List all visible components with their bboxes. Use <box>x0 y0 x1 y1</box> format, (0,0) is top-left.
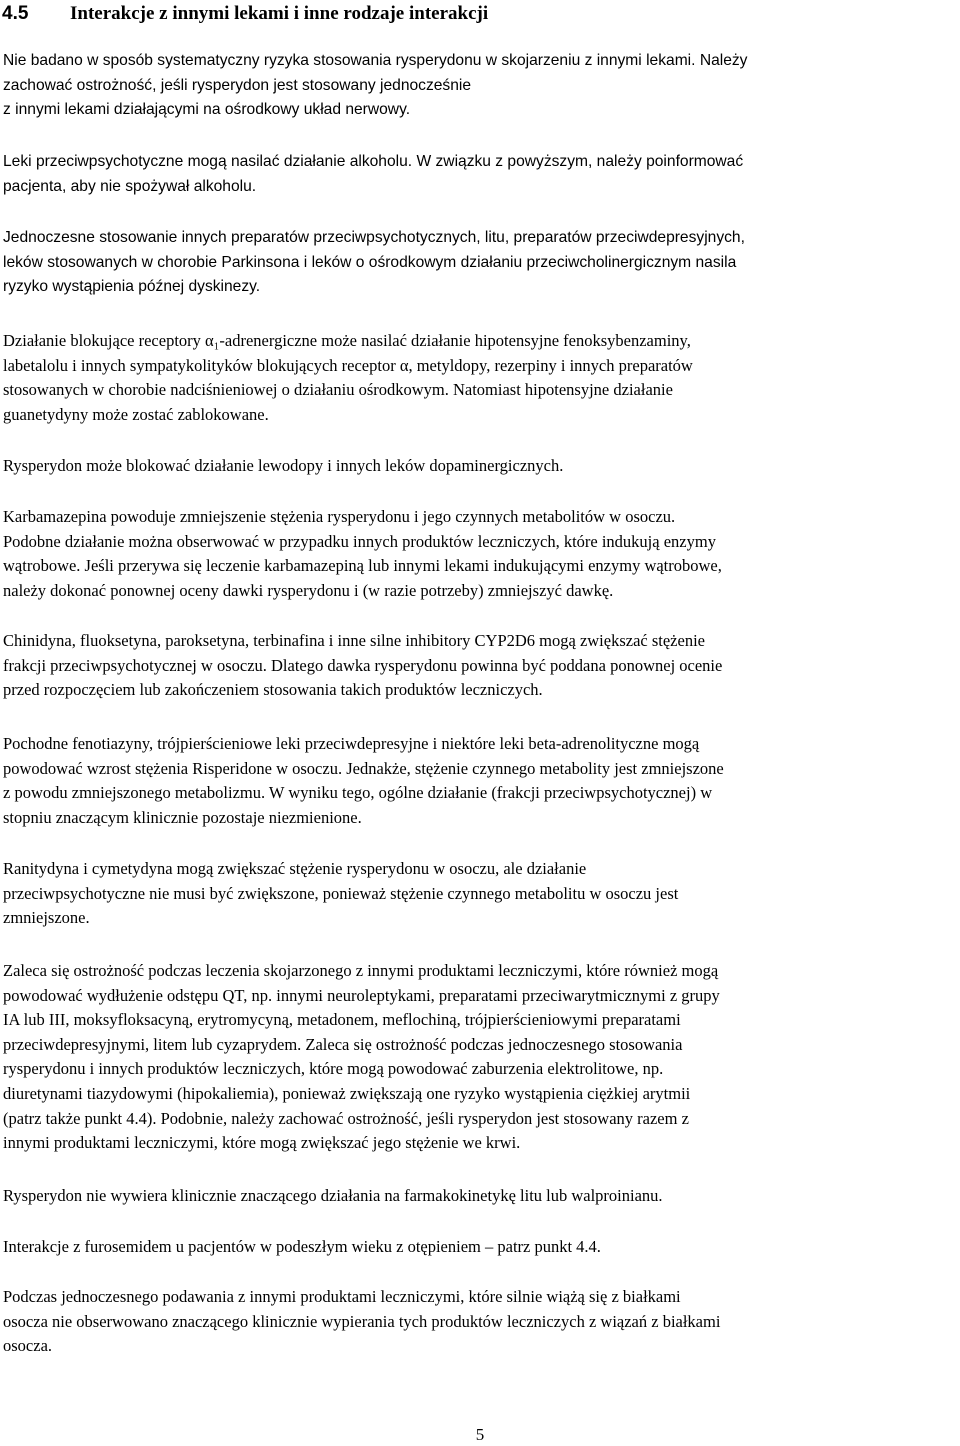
paragraph-qt-prolongation <box>3 959 957 1156</box>
text-line: ryzyko wystąpienia późnej dyskinezy. <box>3 278 261 296</box>
text-line: Działanie blokujące receptory α₁-adrenergiczne może nasilać działanie hipotensyjne fenoksybenzaminy, <box>3 331 691 350</box>
text-line: należy dokonać ponownej oceny dawki rysperydonu i (w razie potrzeby) zmniejszyć dawkę. <box>3 580 614 600</box>
text-line: IA lub III, moksyfloksacyną, erytromycyną, metadonem, meflochiną, trójpierścieniowymi preparatami <box>3 1010 681 1030</box>
text-line: osocza. <box>3 1336 53 1356</box>
page-number: 5 <box>475 1425 485 1444</box>
text-line: Chinidyna, fluoksetyna, paroksetyna, terbinafina i inne silne inhibitory CYP2D6 mogą zwiększać stężenie <box>3 631 705 650</box>
text-line: (patrz także punkt 4.4). Podobnie, należy zachować ostrożność, jeśli rysperydon jest stosowany razem z <box>3 1108 689 1128</box>
text-line: przed rozpoczęciem lub zakończeniem stosowania takich produktów leczniczych. <box>3 680 543 700</box>
paragraph-levodopa <box>3 454 957 479</box>
text-line: guanetydyny może zostać zablokowane. <box>3 404 269 424</box>
text-line: wątrobowe. Jeśli przerywa się leczenie karbamazepiną lub innymi lekami indukującymi enzymy wątrobowe, <box>3 556 722 576</box>
text-line: Rysperydon może blokować działanie lewodopy i innych leków dopaminergicznych. <box>3 456 564 475</box>
text-line: Leki przeciwpsychotyczne mogą nasilać działanie alkoholu. W związku z powyższym, należy poinformować <box>3 153 744 170</box>
text-line: z innymi lekami działającymi na ośrodkowy układ nerwowy. <box>3 101 411 119</box>
text-line: Karbamazepina powoduje zmniejszenie stężenia rysperydonu i jego czynnych metabolitów w osoczu. <box>3 507 676 526</box>
text-line: z powodu zmniejszonego metabolizmu. W wyniku tego, ogólne działanie (frakcji przeciwpsychotycznej) w <box>3 783 713 803</box>
text-line: leków stosowanych w chorobie Parkinsona i leków o ośrodkowym działaniu przeciwcholinergicznym nasila <box>3 253 737 271</box>
section-heading <box>2 0 488 28</box>
paragraph-intro <box>3 49 957 123</box>
text-line: przeciwpsychotyczne nie musi być zwiększone, ponieważ stężenie czynnego metabolitu w osoczu jest <box>3 883 679 903</box>
paragraph-alpha-blocking <box>3 329 957 427</box>
text-line: Podczas jednoczesnego podawania z innymi produktami leczniczymi, które silnie wiążą się z białkami <box>3 1287 681 1306</box>
text-line: Zaleca się ostrożność podczas leczenia skojarzonego z innymi produktami leczniczymi, które również mogą <box>3 961 719 980</box>
text-line: innymi produktami leczniczymi, które mogą zwiększać jego stężenie we krwi. <box>3 1133 521 1153</box>
text-line: pacjenta, aby nie spożywał alkoholu. <box>3 177 257 195</box>
paragraph-alcohol <box>3 150 957 199</box>
text-line: Rysperydon nie wywiera klinicznie znaczącego działania na farmakokinetykę litu lub walproinianu. <box>3 1186 663 1205</box>
section-number: 4.5 <box>2 3 29 24</box>
paragraph-ranitidine <box>3 857 957 931</box>
text-line: Interakcje z furosemidem u pacjentów w podeszłym wieku z otępieniem – patrz punkt 4.4. <box>3 1237 601 1256</box>
paragraph-phenothiazines <box>3 732 957 830</box>
text-line: labetalolu i innych sympatykolityków blokujących receptor α, metyldopy, rezerpiny i innych preparatów <box>3 355 693 375</box>
text-line: stosowanych w chorobie nadciśnieniowej o działaniu ośrodkowym. Natomiast hipotensyjne działanie <box>3 380 673 400</box>
text-line: diuretynami tiazydowymi (hipokaliemia), ponieważ zwiększają one ryzyko wystąpienia ciężkiej arytmii <box>3 1083 691 1103</box>
text-line: Ranitydyna i cymetydyna mogą zwiększać stężenie rysperydonu w osoczu, ale działanie <box>3 859 587 878</box>
text-line: Nie badano w sposób systematyczny ryzyka stosowania rysperydonu w skojarzeniu z innymi lekami. Należy <box>3 52 748 69</box>
text-line: przeciwdepresyjnymi, litem lub cyzaprydem. Zaleca się ostrożność podczas jednoczesnego stosowania <box>3 1034 683 1054</box>
section-title: Interakcje z innymi lekami i inne rodzaje interakcji <box>70 3 489 24</box>
paragraph-furosemide <box>3 1235 957 1260</box>
paragraph-dyskinesia <box>3 226 957 300</box>
text-line: stopniu znaczącym klinicznie pozostaje niezmienione. <box>3 807 362 827</box>
text-line: Podobne działanie można obserwować w przypadku innych produktów leczniczych, które indukują enzymy <box>3 531 716 551</box>
text-line: frakcji przeciwpsychotycznej w osoczu. Dlatego dawka rysperydonu powinna być poddana ponownej ocenie <box>3 655 723 675</box>
text-line: Jednoczesne stosowanie innych preparatów przeciwpsychotycznych, litu, preparatów przeciwdepresyjnych, <box>3 229 745 246</box>
text-line: powodować wydłużenie odstępu QT, np. innymi neuroleptykami, preparatami przeciwarytmicznymi z grupy <box>3 985 720 1005</box>
paragraph-carbamazepine <box>3 505 957 603</box>
paragraph-cyp2d6 <box>3 629 957 703</box>
text-line: osocza nie obserwowano znaczącego klinicznie wypierania tych produktów leczniczych z wiązań z białkami <box>3 1311 721 1331</box>
paragraph-protein-binding <box>3 1285 957 1359</box>
text-line: rysperydonu i innych produktów leczniczych, które mogą powodować zaburzenia elektrolitowe, np. <box>3 1059 664 1079</box>
paragraph-lithium <box>3 1184 957 1209</box>
text-line: zmniejszone. <box>3 908 90 928</box>
text-line: powodować wzrost stężenia Risperidone w osoczu. Jednakże, stężenie czynnego metabolity jest zmniejszone <box>3 758 724 778</box>
text-line: Pochodne fenotiazyny, trójpierścieniowe leki przeciwdepresyjne i niektóre leki beta-adrenolityczne mogą <box>3 734 700 753</box>
text-line: zachować ostrożność, jeśli rysperydon jest stosowany jednocześnie <box>3 76 472 94</box>
